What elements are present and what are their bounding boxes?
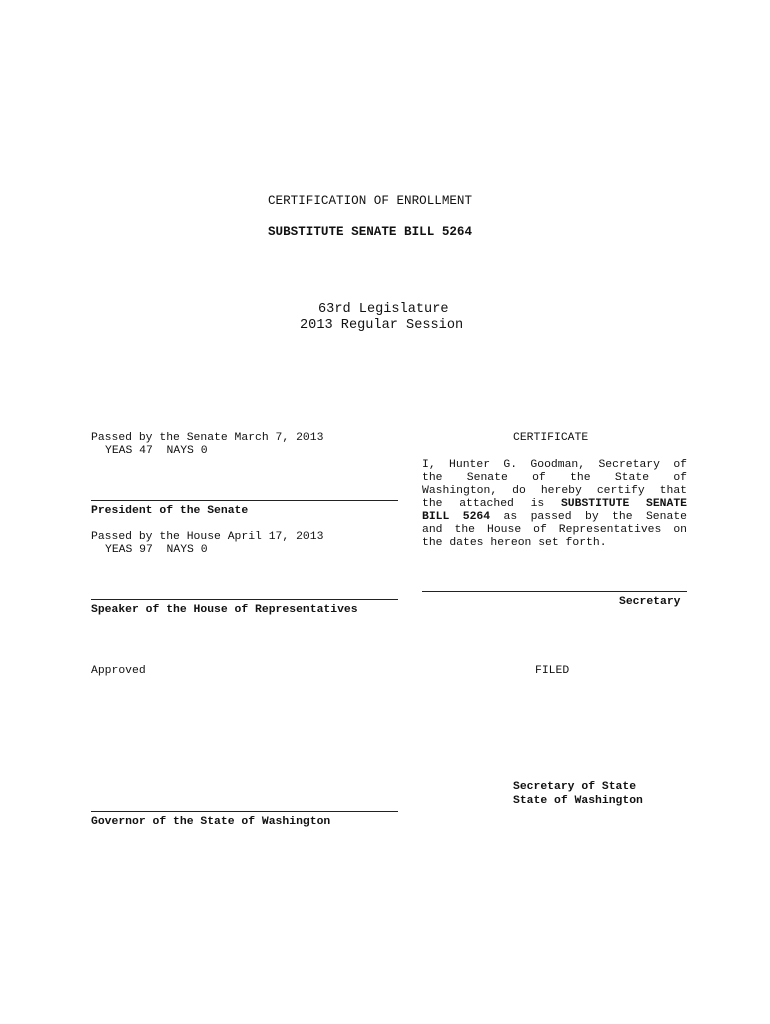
certificate-line: the dates hereon set forth. [422, 537, 607, 549]
filed-label: FILED [535, 665, 570, 677]
governor-label: Governor of the State of Washington [91, 816, 331, 828]
secretary-signature-line [422, 591, 687, 592]
house-votes: YEAS 97 NAYS 0 [105, 544, 208, 556]
certificate-text: the attached is [422, 498, 561, 510]
bill-title: SUBSTITUTE SENATE BILL 5264 [268, 225, 473, 239]
session-label: 2013 Regular Session [300, 318, 464, 333]
certification-title: CERTIFICATION OF ENROLLMENT [268, 194, 473, 208]
certificate-line: I, Hunter G. Goodman, Secretary of [422, 459, 687, 471]
certificate-line: Washington, do hereby certify that [422, 485, 687, 497]
secretary-of-state-label: Secretary of State [513, 781, 637, 793]
senate-votes: YEAS 47 NAYS 0 [105, 445, 208, 457]
certificate-bill-number: BILL 5264 [422, 511, 491, 523]
senate-signature-line [91, 500, 398, 501]
senate-passed-text: Passed by the Senate March 7, 2013 [91, 432, 324, 444]
legislature-label: 63rd Legislature [318, 302, 449, 317]
certificate-heading: CERTIFICATE [513, 432, 589, 444]
certificate-line: and the House of Representatives on [422, 524, 687, 536]
certificate-line: the Senate of the State of [422, 472, 687, 484]
certificate-line [422, 511, 687, 524]
secretary-label: Secretary [619, 596, 681, 608]
state-of-washington-label: State of Washington [513, 795, 643, 807]
certificate-bill-name: SUBSTITUTE SENATE [560, 498, 687, 510]
house-passed-text: Passed by the House April 17, 2013 [91, 531, 324, 543]
house-signature-line [91, 599, 398, 600]
governor-signature-line [91, 811, 398, 812]
certificate-body [422, 459, 687, 550]
president-of-senate-label: President of the Senate [91, 505, 249, 517]
certificate-text: as passed by the Senate [490, 511, 687, 523]
speaker-of-house-label: Speaker of the House of Representatives [91, 604, 358, 616]
certificate-line [422, 498, 687, 511]
approved-label: Approved [91, 665, 146, 677]
